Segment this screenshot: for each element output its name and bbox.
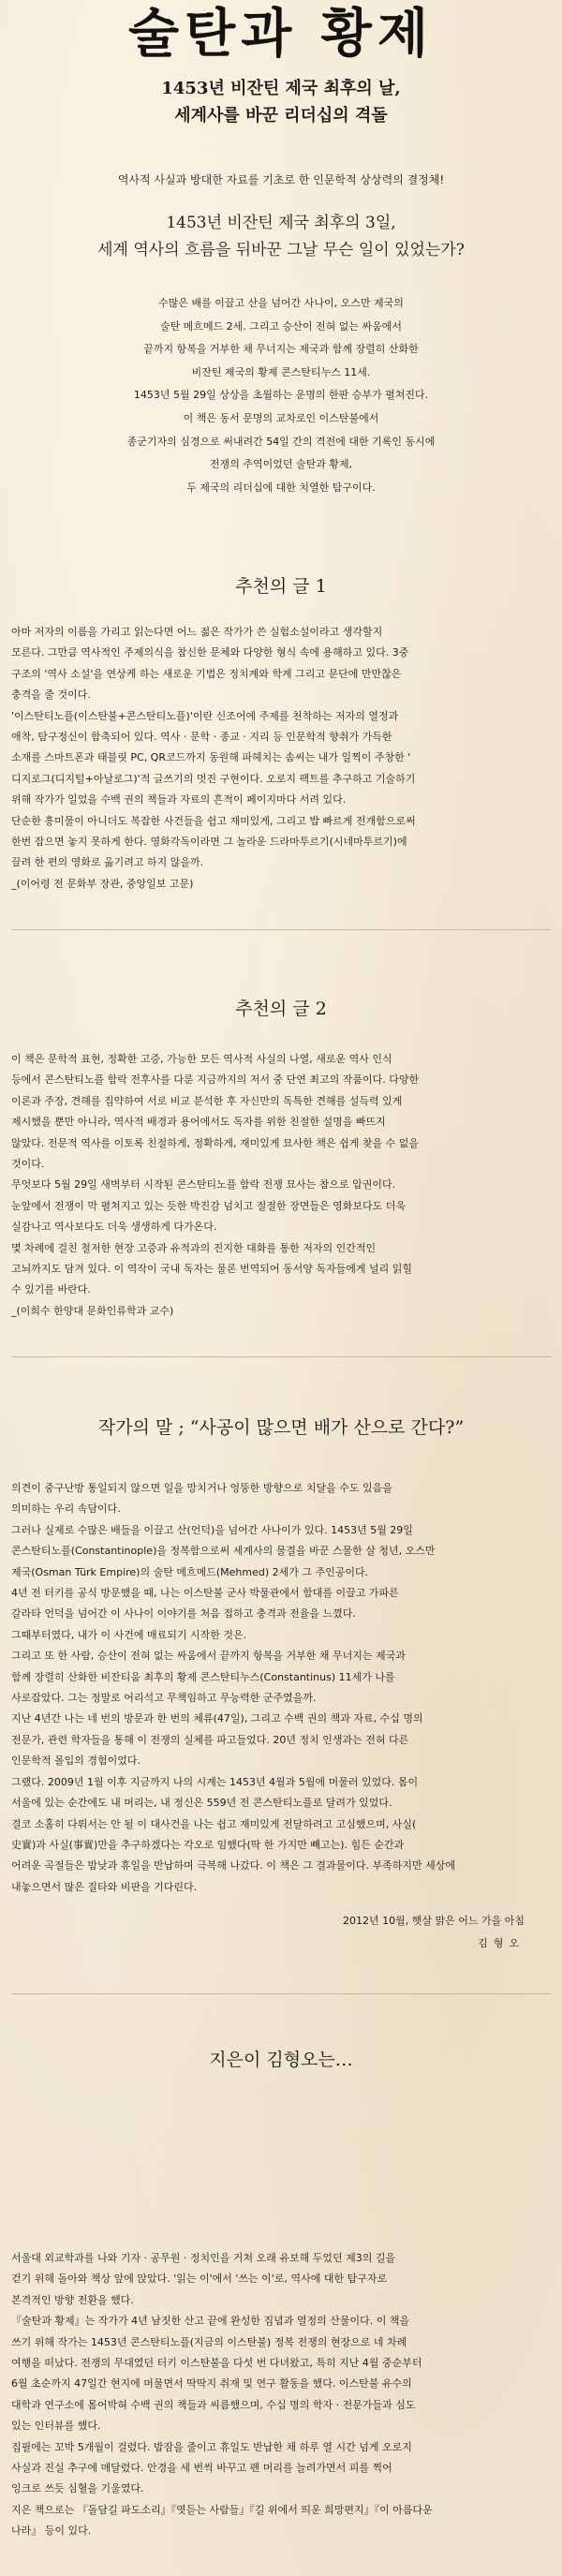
body-line: 6월 초순까지 47일간 현지에 머물면서 딱딱지 취재 및 연구 활동을 했다. 이스탄불 유수의 bbox=[11, 2377, 412, 2391]
body-line: 인문학적 몰입의 경험이었다. bbox=[11, 1754, 141, 1768]
body-line: 함께 장렬히 산화한 비잔티움 최후의 황제 콘스탄티누스(Constantinus) 11세가 나를 bbox=[11, 1670, 395, 1683]
tagline: 역사적 사실과 방대한 자료를 기초로 한 인문학적 상상력의 결정체! bbox=[117, 173, 445, 186]
section-divider bbox=[11, 929, 551, 930]
subtitle-line: 세계사를 바꾼 리더십의 격돌 bbox=[174, 106, 388, 126]
body-line: 눈앞에서 전쟁이 막 펼쳐지고 있는 듯한 박진감 넘치고 절절한 장면들은 영화보다도 더욱 bbox=[11, 1199, 406, 1212]
body-line: 4년 전 터키를 공식 방문했을 때, 나는 이스탄불 군사 박물관에서 함대를 이끌고 가파른 bbox=[11, 1587, 399, 1600]
body-line: 나라』 등이 있다. bbox=[11, 2524, 92, 2538]
body-line: 어려운 곡절들은 밤낮과 휴일을 반납하며 극복해 나갔다. 이 책은 그 결과물이다. 부족하지만 세상에 bbox=[11, 1859, 455, 1873]
body-line: '이스탄티노플(이스탄불+콘스탄티노플)'이란 신조어에 주제를 천착하는 저자의 열정과 bbox=[11, 709, 399, 722]
lead-question bbox=[0, 210, 562, 264]
body-line: 결코 소홀히 다뤄서는 안 될 이 대사건을 나는 쉽고 재미있게 전달하려고 고심했으며, 사실( bbox=[11, 1817, 417, 1830]
about-body bbox=[0, 2248, 562, 2542]
rec2-heading: 추천의 글 2 bbox=[235, 999, 327, 1019]
body-line: 끌려 한 편의 영화로 옮기려고 하지 않을까. bbox=[11, 856, 204, 869]
body-line: 등에서 콘스탄티노플 함락 전후사를 다룬 지금까지의 저서 중 단연 최고의 작품이다. 다양한 bbox=[11, 1073, 420, 1087]
body-line: 애착, 탐구정신이 함축되어 있다. 역사 · 문학 · 종교 · 지리 등 인문학적 향취가 가득한 bbox=[11, 731, 392, 744]
body-line: 그랬다. 2009년 1월 이후 지금까지 나의 시계는 1453년 4월과 5월에 머물러 있었다. 몸이 bbox=[11, 1775, 419, 1788]
body-line: 여행을 떠났다. 전쟁의 무대였던 터키 이스탄불을 다섯 번 다녀왔고, 특히 지난 4월 중순부터 bbox=[11, 2357, 422, 2370]
body-line: 그리고 또 한 사람, 승산이 전혀 없는 싸움에서 끝까지 항복을 거부한 채 무너지는 제국과 bbox=[11, 1650, 406, 1663]
body-line: 제국(Osman Türk Empire)의 술탄 메흐메드(Mehmed) 2세가 그 주인공이다. bbox=[11, 1565, 369, 1578]
body-line: 사로잡았다. 그는 정말로 어리석고 무책임하고 무능력한 군주였을까. bbox=[11, 1692, 317, 1705]
body-line: 디지로그(디지털+아날로그)'적 글쓰기의 멋진 구현이다. 오로지 팩트를 추구하고 기술하기 bbox=[11, 772, 416, 785]
body-line: _(이희수 한양대 문화인류학과 교수) bbox=[11, 1304, 174, 1317]
body-line: 내놓으면서 많은 질타와 비판을 기다린다. bbox=[11, 1880, 198, 1893]
intro-line: 끝까지 항복을 거부한 채 무너지는 제국과 함께 장렬히 산화한 bbox=[143, 343, 419, 356]
body-line: 집필에는 꼬박 5개월이 걸렸다. 밤잠을 줄이고 휴일도 반납한 채 하루 열 시간 넘게 오로지 bbox=[11, 2440, 412, 2453]
body-line: 史實)과 사실(事實)만을 추구하겠다는 각오로 임했다(딱 한 가지만 빼고는). 힘든 순간과 bbox=[11, 1838, 405, 1851]
body-line: 않았다. 전문적 역사를 이토록 친절하게, 정확하게, 재미있게 묘사한 책은 쉽게 찾을 수 없을 bbox=[11, 1136, 419, 1149]
body-line: 실감나고 역사보다도 더욱 생생하게 다가온다. bbox=[11, 1221, 217, 1234]
rec1-heading: 추천의 글 1 bbox=[235, 576, 327, 597]
section-divider bbox=[11, 1356, 551, 1357]
body-line: 제시했을 뿐만 아니라, 역사적 배경과 용어에서도 독자를 위한 친절한 설명을 빠뜨지 bbox=[11, 1116, 386, 1129]
body-line: 수 있기를 바란다. bbox=[11, 1283, 91, 1296]
body-line: 대학과 연구소에 몸어박혀 수백 권의 책들과 씨름했으며, 수십 명의 학자 · 전문가들과 심도 bbox=[11, 2398, 416, 2411]
body-line: 잉크로 쓰듯 심혈을 기울였다. bbox=[11, 2482, 144, 2495]
body-line: 의견이 중구난방 통일되지 않으면 일을 망치거나 엉뚱한 방향으로 치달을 수도 있음을 bbox=[11, 1482, 392, 1494]
body-line: 사실과 진실 추구에 매달렸다. 안경을 세 번씩 바꾸고 펜 머리를 늘려가면서 피를 찍어 bbox=[11, 2462, 392, 2475]
rec2-body bbox=[0, 1049, 562, 1322]
intro-line: 수많은 배를 이끌고 산을 넘어간 사나이, 오스만 제국의 bbox=[158, 297, 404, 309]
body-line: 이론과 주장, 견해를 집약하여 서로 비교 분석한 후 자신만의 독특한 견해를 설득력 있게 bbox=[11, 1094, 403, 1107]
signature-date: 2012년 10월, 햇살 맑은 어느 가을 아침 bbox=[343, 1915, 525, 1927]
body-line: 구조의 '역사 소설'을 연상케 하는 새로운 기법은 정치계와 학계 그리고 문단에 만만찮은 bbox=[11, 667, 402, 680]
body-line: 모른다. 그만큼 역사적인 주제의식을 참신한 문체와 다양한 형식 속에 용해하고 있다. 3중 bbox=[11, 646, 409, 659]
intro-line: 두 제국의 리더십에 대한 치열한 탐구이다. bbox=[186, 481, 376, 494]
body-line: 있는 인터뷰를 했다. bbox=[11, 2420, 101, 2433]
intro-line: 전쟁의 주역이었던 술탄과 황제, bbox=[209, 458, 353, 471]
body-line: 아마 저자의 이름을 가리고 읽는다면 어느 젊은 작가가 쓴 실험소설이라고 생각할지 bbox=[11, 626, 383, 638]
body-line: 것이다. bbox=[11, 1158, 45, 1171]
body-line: 충격을 줄 것이다. bbox=[11, 688, 91, 702]
intro-paragraph bbox=[0, 292, 562, 499]
signature-name: 김형오 bbox=[478, 1937, 525, 1949]
intro-line: 술탄 메흐메드 2세. 그리고 승산이 전혀 없는 싸움에서 bbox=[159, 319, 403, 333]
body-line: 쓰기 위해 작가는 1453년 콘스탄티노플(지금의 이스탄불) 정복 전쟁의 현장으로 네 차례 bbox=[11, 2335, 407, 2348]
rec1-body bbox=[0, 622, 562, 895]
body-line: 본격적인 방향 전환을 했다. bbox=[11, 2293, 134, 2306]
section-divider bbox=[11, 1993, 551, 1994]
body-line: 서울대 외교학과를 나와 기자 · 공무원 · 정치인을 거쳐 오래 유보해 두었던 제3의 길을 bbox=[11, 2252, 396, 2264]
book-subtitle bbox=[0, 75, 562, 129]
body-line: 의미하는 우리 속담이다. bbox=[11, 1503, 121, 1516]
question-line: 1453년 비잔틴 제국 최후의 3일, bbox=[166, 214, 396, 232]
body-line: 한번 잡으면 놓지 못하게 한다. 영화각독이라면 그 놀라운 드라마투르기(시네마투르기)에 bbox=[11, 836, 407, 849]
author-word-heading: 작가의 말 ; “사공이 많으면 배가 산으로 간다?” bbox=[97, 1417, 465, 1438]
body-line: 그때부터였다, 내가 이 사건에 매료되기 시작한 것은. bbox=[11, 1628, 247, 1641]
question-line: 세계 역사의 흐름을 뒤바꾼 그날 무슨 일이 있었는가? bbox=[97, 241, 465, 259]
body-line: 그러나 실제로 수많은 배들을 이끌고 산(언덕)을 넘어간 사나이가 있다. 1453년 5월 29일 bbox=[11, 1523, 413, 1536]
intro-line: 이 책은 동서 문명의 교차로인 이스탄불에서 bbox=[183, 411, 379, 424]
author-word-body bbox=[0, 1478, 562, 1898]
body-line: 서울에 있는 순간에도 내 머리는, 내 정신은 559년 전 콘스탄티노플로 달려가 있었다. bbox=[11, 1797, 392, 1810]
book-title: 술탄과 황제 bbox=[128, 3, 434, 65]
intro-line: 1453년 5월 29일 상상을 초월하는 운명의 한판 승부가 펼쳐진다. bbox=[133, 389, 429, 402]
about-heading: 지은이 김형오는… bbox=[209, 2050, 353, 2070]
body-line: 몇 차례에 걸친 철저한 현장 고증과 유적과의 진지한 대화를 통한 저자의 인간적인 bbox=[11, 1241, 377, 1254]
body-line: 콘스탄티노플(Constantinople)을 정복함으로써 세계사의 물결을 바꾼 스물한 살 청년, 오스만 bbox=[11, 1545, 436, 1558]
intro-line: 비잔틴 제국의 황제 콘스탄티누스 11세. bbox=[191, 365, 371, 378]
body-line: 전문가, 관련 학자들을 통해 이 전쟁의 실체를 파고들었다. 20년 정치 인생과는 전혀 다른 bbox=[11, 1733, 409, 1746]
body-line: 갈라타 언덕을 넘어간 이 사나이 이야기를 처음 접하고 충격과 전율을 느꼈다. bbox=[11, 1607, 356, 1621]
body-line: 『술탄과 황제』는 작가가 4년 남짓한 산고 끝에 완성한 집념과 열정의 산물이다. 이 책을 bbox=[11, 2315, 410, 2328]
body-line: 단순한 흥미물이 아니더도 복잡한 사건들을 쉽고 재미있게, 그리고 밥 빠르게 전개함으로써 bbox=[11, 814, 416, 827]
body-line: 위해 작가가 일었을 수백 권의 책들과 자료의 흔적이 페이지마다 서려 있다. bbox=[11, 793, 347, 807]
body-line: 지난 4년간 나는 네 번의 방문과 한 번의 체류(47일), 그리고 수백 권의 책과 자료, 수십 명의 bbox=[11, 1712, 423, 1725]
body-line: 이 책은 문학적 표현, 정확한 고증, 가능한 모든 역사적 사실의 나열, 새로운 역사 인식 bbox=[11, 1053, 392, 1065]
body-line: _(이어령 전 문화부 장관, 중앙일보 고문) bbox=[11, 877, 194, 890]
body-line: 고뇌까지도 담겨 있다. 이 역작이 국내 독자는 물론 번역되어 동서양 독자들에게 널리 읽힐 bbox=[11, 1263, 412, 1276]
body-line: 무엇보다 5월 29일 새벽부터 시작된 콘스탄티노플 함락 전쟁 묘사는 참으로 압권이다. bbox=[11, 1178, 396, 1192]
body-line: 지은 책으로는 『돌담길 파도소리』『엿듣는 사람들』『길 위에서 띄운 희망편지』『이 아름다운 bbox=[11, 2503, 433, 2516]
subtitle-line: 1453년 비잔틴 제국 최후의 날, bbox=[161, 79, 401, 98]
body-line: 소재를 스마트폰과 태블릿 PC, QR코드까지 동원해 파헤치는 솜씨는 내가 일찍이 주창한 ' bbox=[11, 751, 411, 764]
body-line: 걷기 위해 돌아와 책상 앞에 앉았다. '읽는 이'에서 '쓰는 이'로, 역사에 대한 탐구자로 bbox=[11, 2273, 388, 2286]
intro-line: 종군기자의 심경으로 써내려간 54일 간의 격전에 대한 기록인 동시에 bbox=[126, 435, 436, 448]
